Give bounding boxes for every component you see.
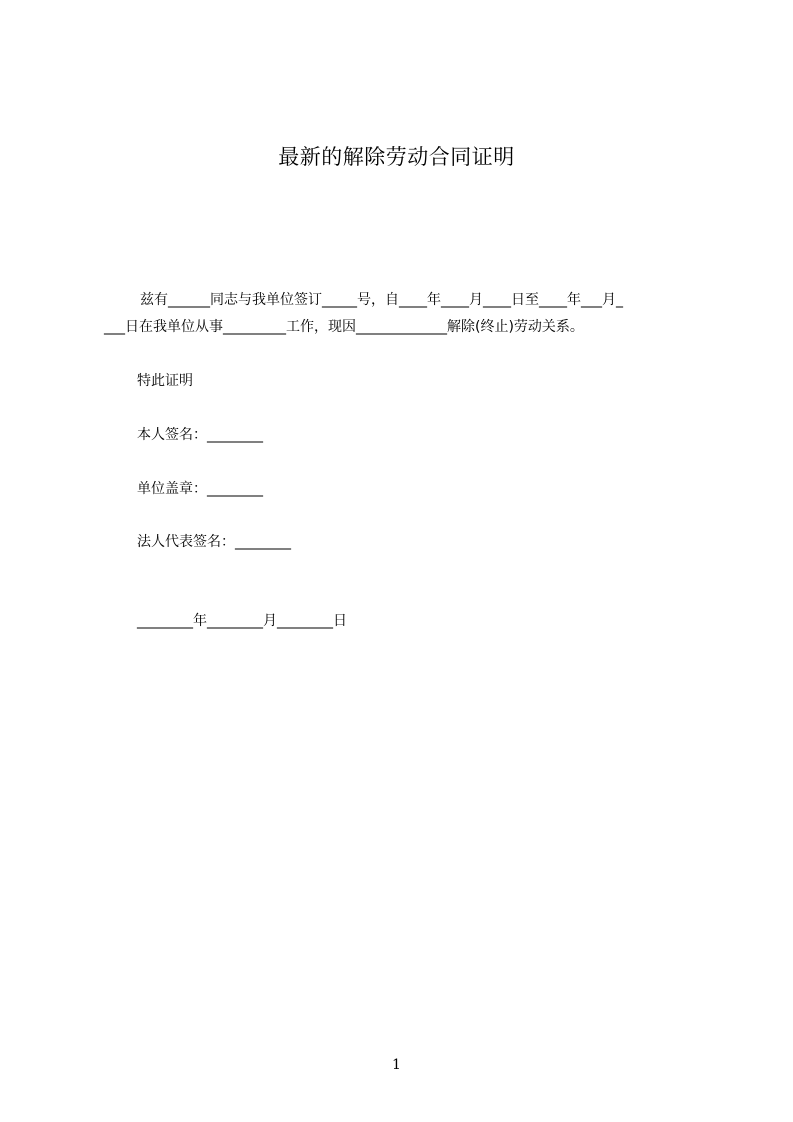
page-number: 1 [392,1057,401,1073]
certificate-paragraph-line-1: 兹有______同志与我单位签订_____号，自____年____月____日至____年___月_ [140,292,623,308]
legal-representative-signature-line: 法人代表签名：________ [137,534,291,550]
certificate-paragraph-line-2: ___日在我单位从事_________工作，现因_____________解除(终止)劳动关系。 [104,319,584,335]
unit-seal-line: 单位盖章：________ [137,481,263,497]
date-line: ________年________月________日 [137,613,347,629]
document-title: 最新的解除劳动合同证明 [278,145,515,169]
self-signature-line: 本人签名：________ [137,427,263,443]
proof-statement: 特此证明 [137,373,193,389]
